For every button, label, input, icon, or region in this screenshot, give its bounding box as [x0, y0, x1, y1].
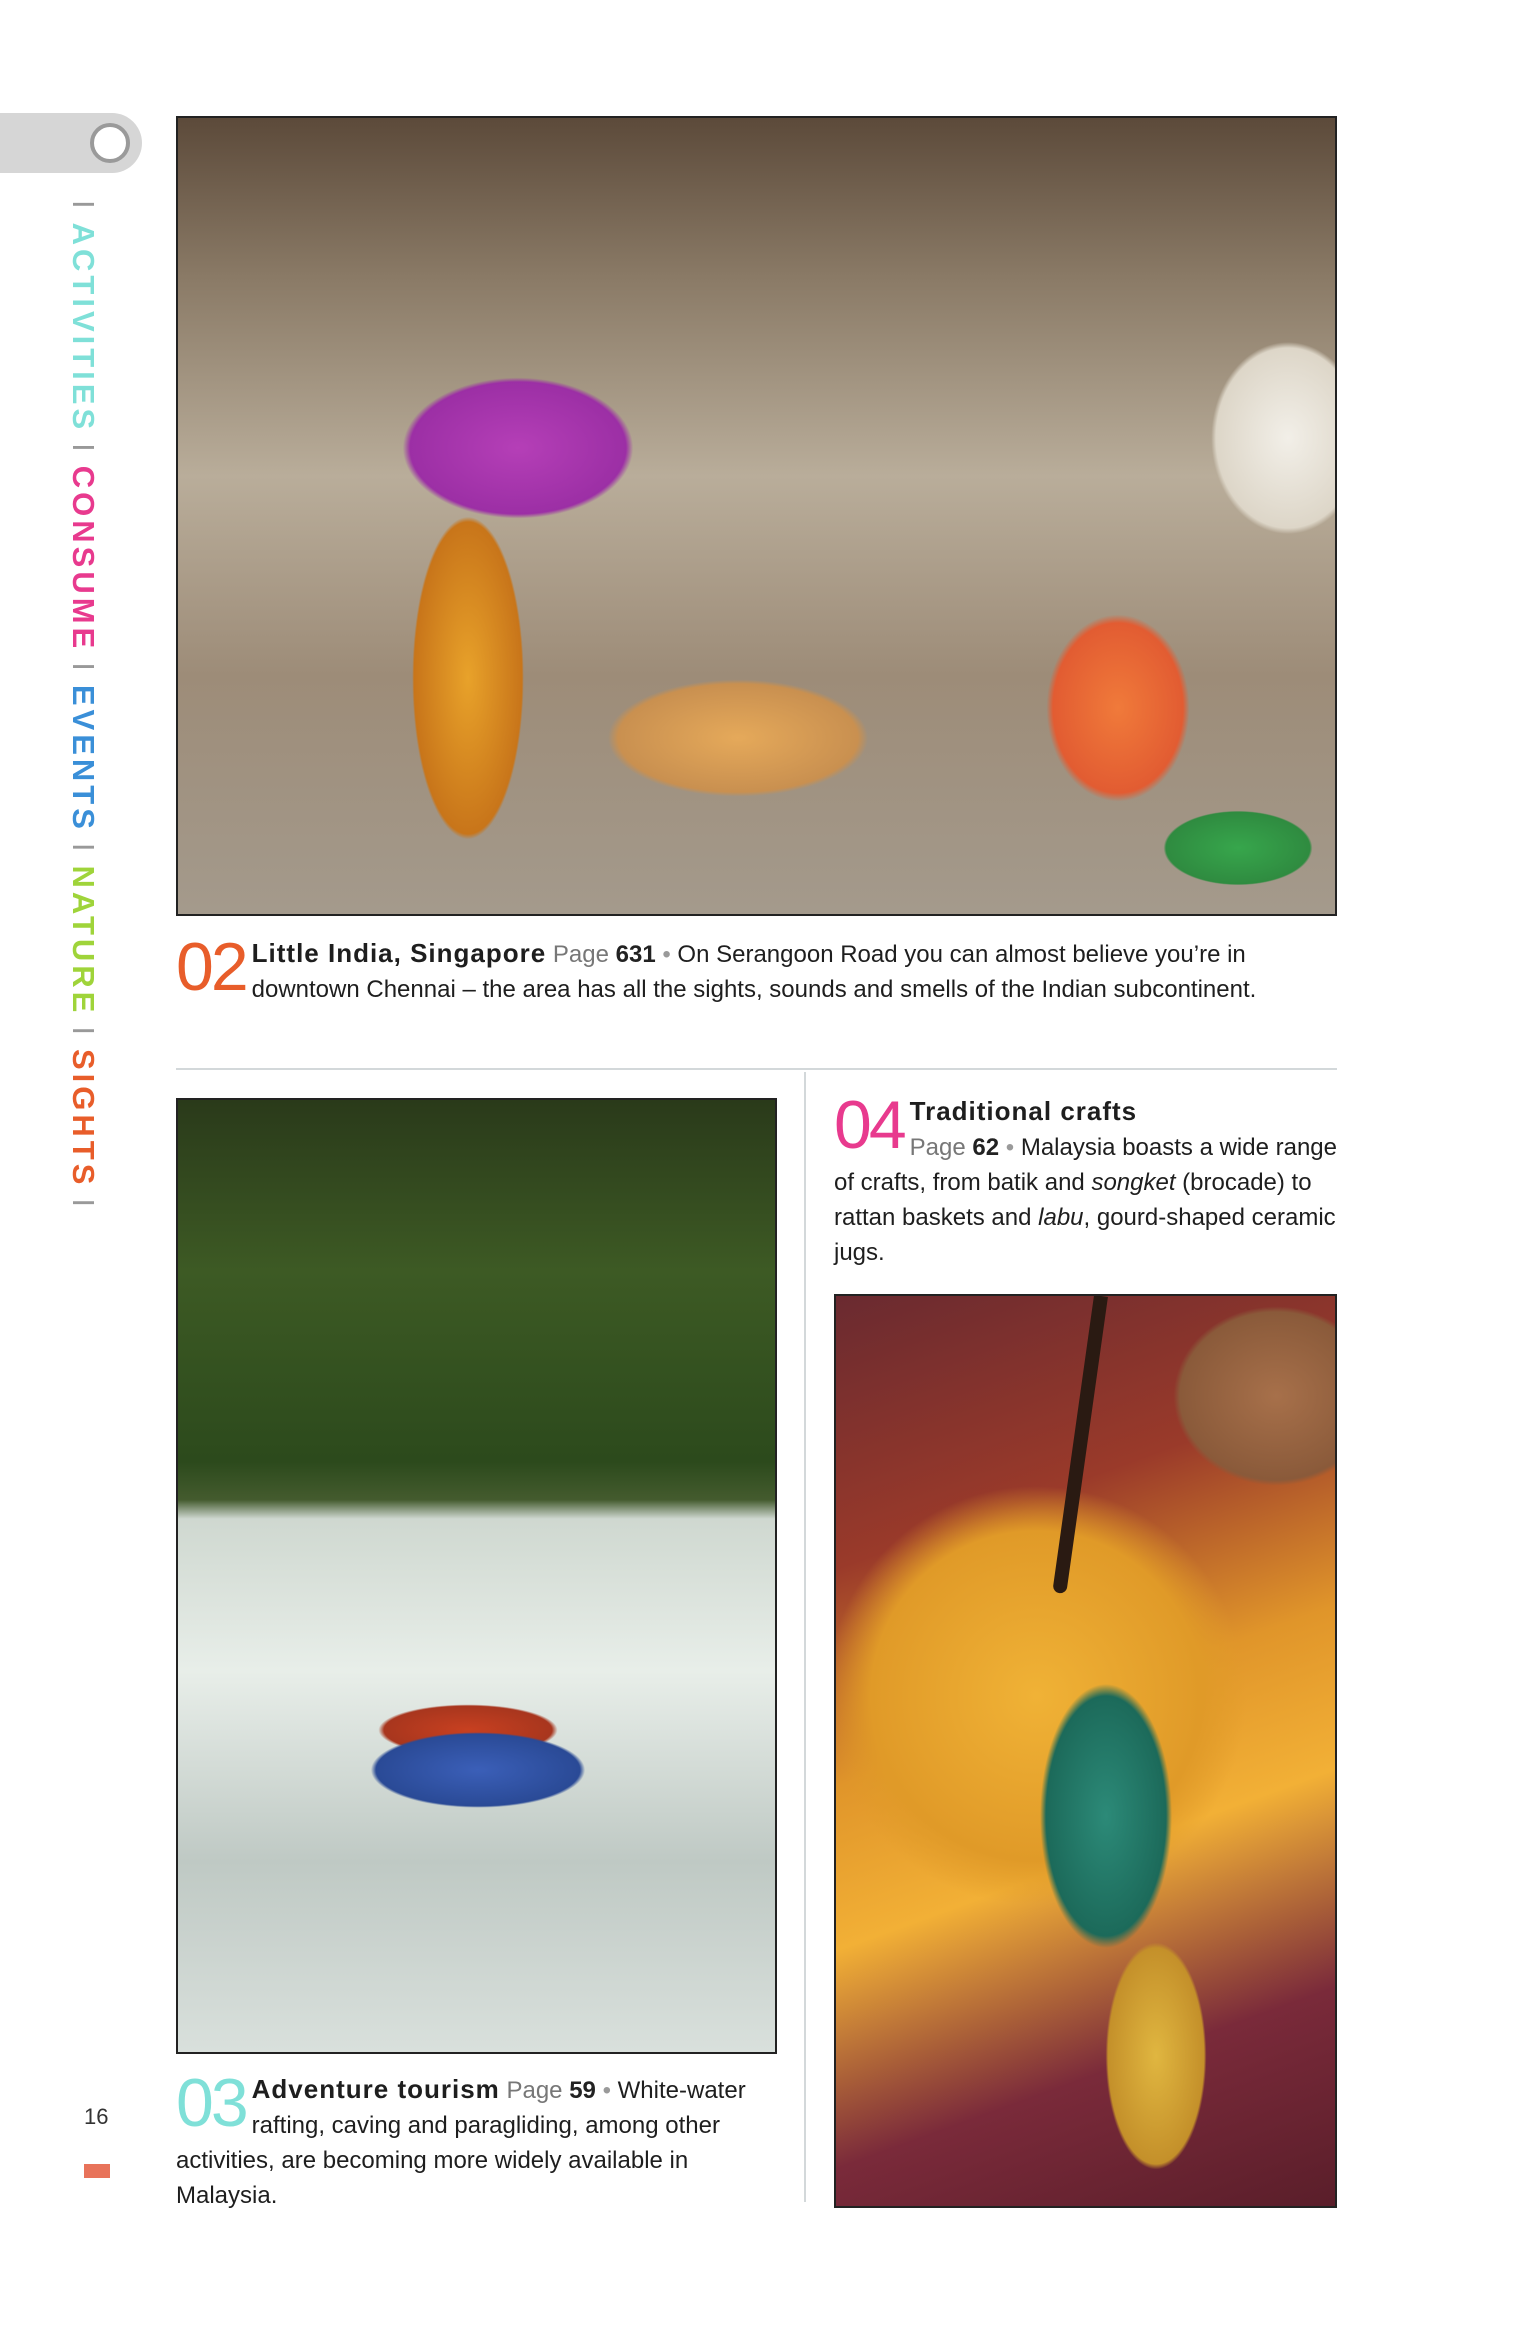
- circle-icon: [90, 123, 130, 163]
- caption-number: 03: [176, 2065, 246, 2141]
- photo-rafting: [176, 1098, 777, 2054]
- bullet: •: [662, 941, 671, 968]
- caption-text: On Serangoon Road you can almost believe you’re in downtown Chennai – the area has all the sights, sounds and smells of the Indian subcontinent.: [251, 941, 1257, 1003]
- caption-text: , gourd-shaped ceramic jugs.: [834, 1204, 1336, 1266]
- nav-item-consume[interactable]: CONSUME: [66, 465, 101, 653]
- side-tab: [0, 113, 142, 173]
- bullet: •: [602, 2077, 611, 2104]
- caption-italic-term: labu: [1038, 1204, 1084, 1231]
- page-number: 16: [84, 2104, 109, 2129]
- caption-text: (brocade) to rattan baskets and: [834, 1169, 1312, 1231]
- nav-separator: I: [66, 200, 101, 213]
- photo-batik-painting: [834, 1294, 1337, 2208]
- nav-item-activities[interactable]: ACTIVITIES: [66, 222, 101, 434]
- nav-item-nature[interactable]: NATURE: [66, 865, 101, 1017]
- nav-separator: I: [66, 842, 101, 856]
- caption-title: Adventure tourism: [251, 2074, 500, 2104]
- bullet: •: [1005, 1134, 1015, 1161]
- page-reference[interactable]: 62: [972, 1134, 1000, 1161]
- caption-little-india: [176, 929, 1336, 1007]
- nav-item-events[interactable]: EVENTS: [66, 684, 101, 833]
- caption-title: Little India, Singapore: [251, 938, 547, 968]
- caption-number: 02: [176, 929, 246, 1005]
- nav-separator: I: [66, 443, 101, 456]
- caption-italic-term: songket: [1091, 1169, 1176, 1196]
- nav-separator: I: [66, 1198, 101, 1212]
- caption-number: 04: [834, 1087, 904, 1163]
- page-label: Page: [909, 1134, 966, 1161]
- caption-text: White-water rafting, caving and paragliding, among other activities, are becoming more widely available in Malaysia.: [176, 2077, 746, 2209]
- page-reference[interactable]: 631: [615, 941, 656, 968]
- caption-traditional-crafts: [834, 1087, 1339, 1270]
- caption-adventure-tourism: [176, 2065, 786, 2213]
- nav-item-sights[interactable]: SIGHTS: [66, 1049, 101, 1189]
- divider-vertical: [804, 1072, 806, 2202]
- divider-horizontal: [176, 1068, 1337, 1070]
- page-label: Page: [506, 2077, 563, 2104]
- caption-title: Traditional crafts: [909, 1096, 1138, 1126]
- page-marker: [84, 2164, 110, 2178]
- caption-text: Malaysia boasts a wide range of crafts, from batik and: [834, 1134, 1337, 1196]
- paintbrush-shape: [1052, 1295, 1108, 1594]
- nav-separator: I: [66, 1026, 101, 1039]
- page-reference[interactable]: 59: [569, 2077, 596, 2104]
- page-label: Page: [552, 941, 609, 968]
- section-nav: [62, 190, 110, 1212]
- nav-separator: I: [66, 662, 101, 675]
- photo-little-india: [176, 116, 1337, 916]
